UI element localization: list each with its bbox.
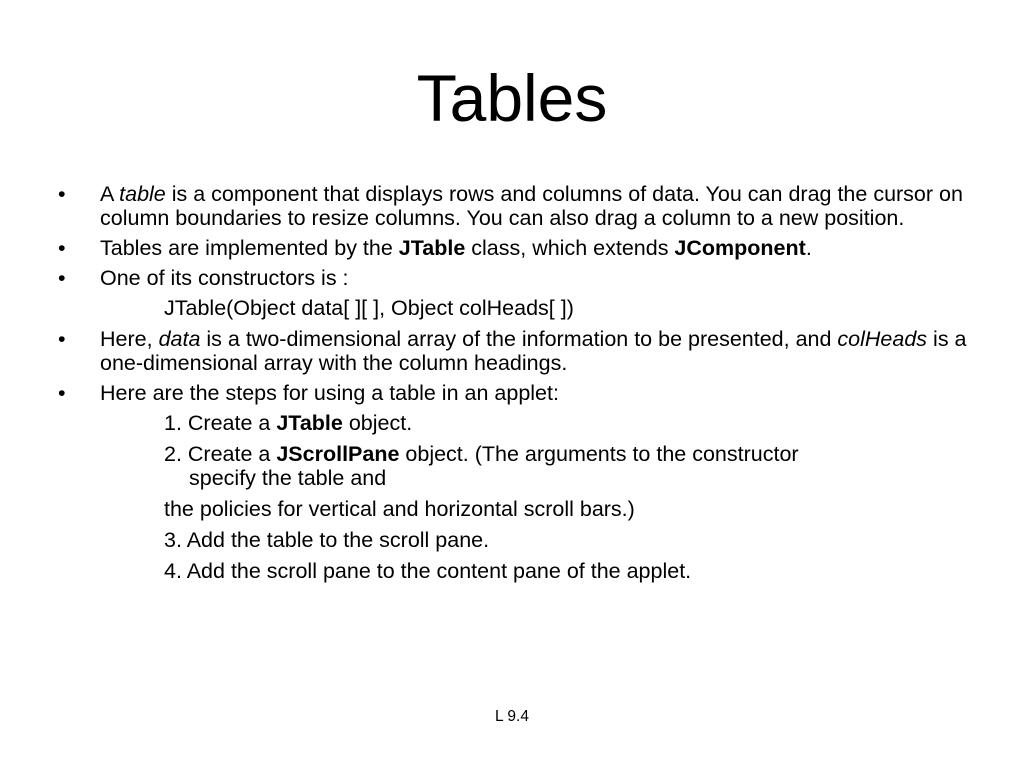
term-table: table bbox=[119, 182, 166, 206]
bullet-dot-icon: • bbox=[58, 327, 66, 351]
bullet-table-definition: • A table is a component that displays rows and columns of data. You can drag the cursor on column boundaries to resize columns. You can also drag a column to a new position. bbox=[58, 182, 963, 230]
term-colheads: colHeads bbox=[837, 327, 928, 351]
bullet-constructors: • One of its constructors is : bbox=[58, 266, 349, 290]
slide-title: Tables bbox=[416, 61, 608, 135]
constructor-signature: JTable(Object data[ ][ ], Object colHeads[ ]) bbox=[164, 296, 574, 320]
step-2: 2. Create a JScrollPane object. (The arguments to the constructor specify the table and bbox=[56, 442, 976, 490]
bullet-dot-icon: • bbox=[58, 266, 66, 290]
step-3: 3. Add the table to the scroll pane. bbox=[164, 528, 490, 552]
term-data: data bbox=[158, 327, 201, 351]
bullet-dot-icon: • bbox=[58, 182, 66, 206]
term-jtable-step: JTable bbox=[276, 411, 343, 435]
slide-footer: L 9.4 bbox=[495, 708, 529, 725]
step-2-policies: the policies for vertical and horizontal scroll bars.) bbox=[164, 497, 635, 521]
term-jcomponent: JComponent bbox=[674, 236, 806, 260]
bullet-list bbox=[56, 182, 976, 590]
bullet-dot-icon: • bbox=[58, 236, 66, 260]
step-1: 1. Create a JTable object. bbox=[164, 411, 413, 435]
bullet-dot-icon: • bbox=[58, 381, 66, 405]
bullet-data-colheads: • Here, data is a two-dimensional array of the information to be presented, and colHeads is a one-dimensional array with the column headings. bbox=[58, 327, 967, 375]
term-jscrollpane: JScrollPane bbox=[276, 442, 400, 466]
step-2-continuation: specify the table and bbox=[189, 466, 387, 490]
step-4: 4. Add the scroll pane to the content pane of the applet. bbox=[164, 559, 692, 583]
term-jtable: JTable bbox=[398, 236, 466, 260]
bullet-jtable-class: • Tables are implemented by the JTable class, which extends JComponent. bbox=[58, 236, 812, 260]
bullet-steps-intro: • Here are the steps for using a table in an applet: bbox=[58, 381, 559, 405]
